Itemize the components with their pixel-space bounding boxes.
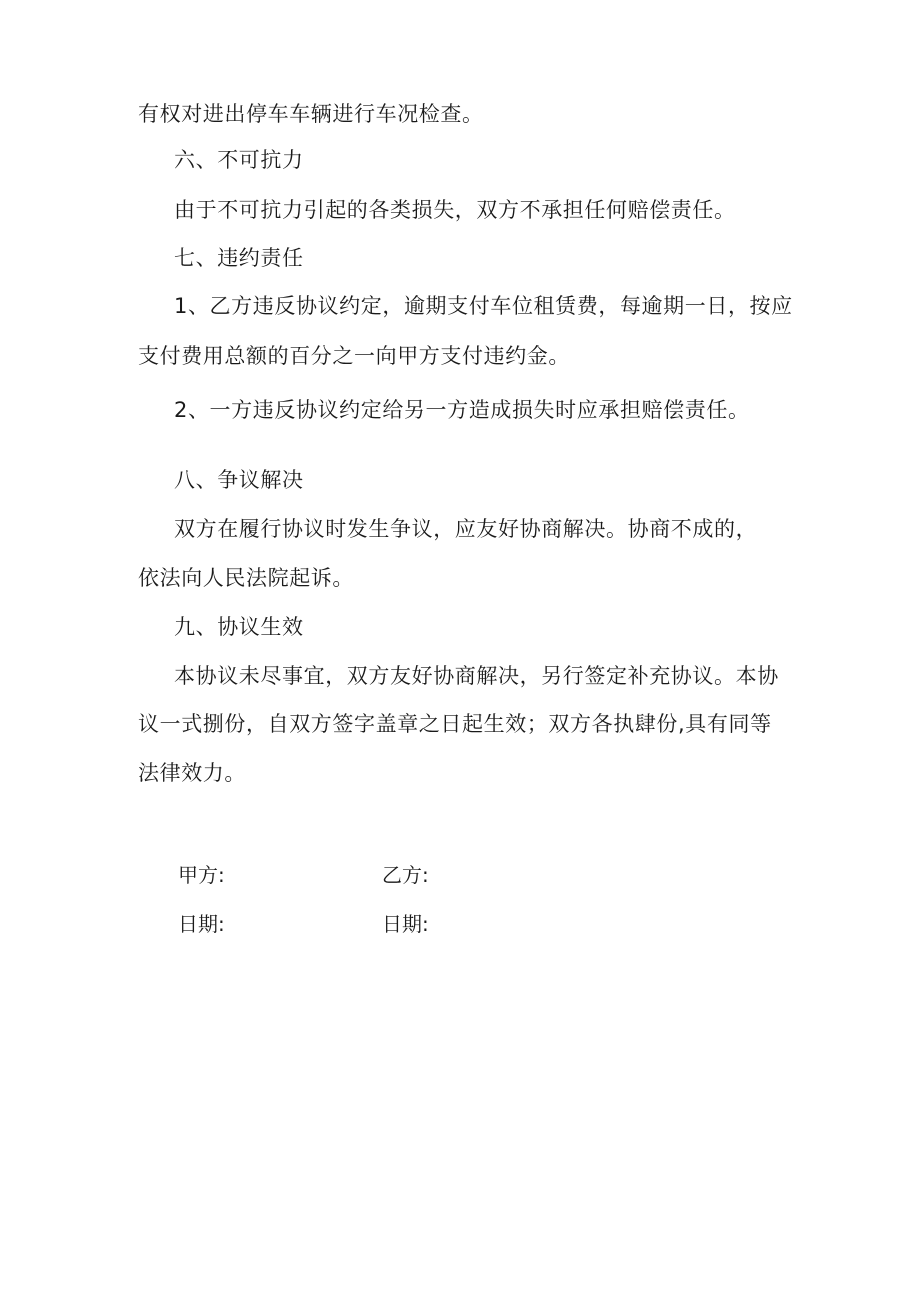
paragraph-line: 依法向人民法院起诉。 [138, 566, 354, 590]
section-heading-liability: 七、违约责任 [174, 246, 304, 270]
section-heading-dispute: 八、争议解决 [174, 468, 304, 492]
date-b-label: 日期: [382, 912, 429, 936]
paragraph-line: 支付费用总额的百分之一向甲方支付违约金。 [138, 344, 570, 368]
section-heading-force-majeure: 六、不可抗力 [174, 148, 304, 172]
paragraph-line: 本协议未尽事宜，双方友好协商解决，另行签定补充协议。本协 [174, 664, 779, 688]
paragraph-line: 1、乙方违反协议约定，逾期支付车位租赁费，每逾期一日，按应 [174, 294, 793, 318]
section-heading-effectiveness: 九、协议生效 [174, 615, 304, 639]
paragraph-line: 议一式捌份，自双方签字盖章之日起生效；双方各执肆份,具有同等 [138, 712, 772, 736]
paragraph-line: 由于不可抗力引起的各类损失，双方不承担任何赔偿责任。 [174, 198, 736, 222]
date-a-label: 日期: [178, 912, 225, 936]
paragraph-line: 双方在履行协议时发生争议，应友好协商解决。协商不成的， [174, 517, 758, 541]
paragraph-line: 有权对进出停车车辆进行车况检查。 [138, 102, 484, 126]
party-a-label: 甲方: [178, 863, 225, 887]
paragraph-line: 法律效力。 [138, 761, 246, 785]
paragraph-line: 2、一方违反协议约定给另一方造成损失时应承担赔偿责任。 [174, 398, 750, 422]
party-b-label: 乙方: [382, 863, 429, 887]
